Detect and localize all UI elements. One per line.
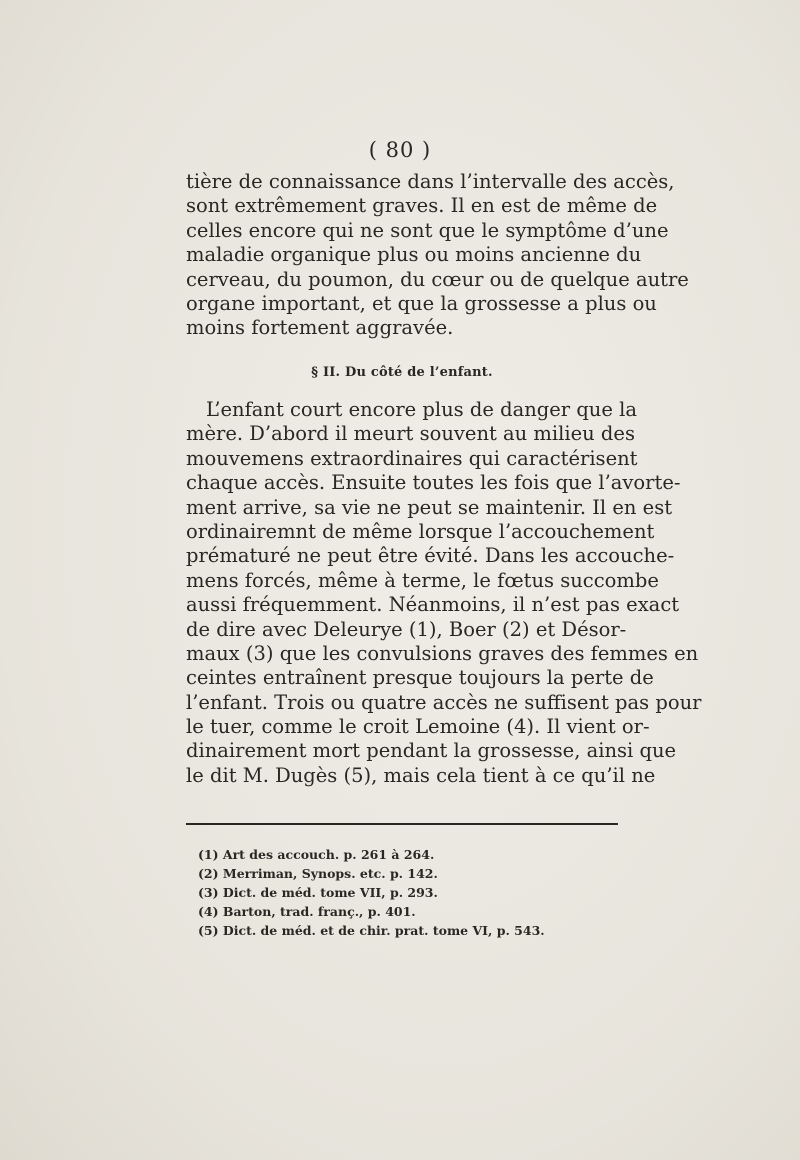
text-line: mens forcés, même à terme, le fœtus succombe [186, 568, 659, 592]
text-line: aussi fréquemment. Néanmoins, il n’est pas exact [186, 593, 680, 617]
text-line: ceintes entraînent presque toujours la perte de [186, 666, 654, 690]
text-line: prématuré ne peut être évité. Dans les accouche- [186, 544, 675, 568]
text-line: mouvemens extraordinaires qui caractérisent [186, 446, 638, 470]
page-number: ( 80 ) [368, 138, 432, 162]
text-line: maladie organique plus ou moins ancienne du [186, 243, 642, 267]
section-heading: § II. Du côté de l’enfant. [311, 365, 493, 380]
text-line: tière de connaissance dans l’intervalle des accès, [186, 170, 675, 193]
footnote-item: (5) Dict. de méd. et de chir. prat. tome VI, p. 543. [198, 923, 545, 938]
text-line: le tuer, comme le croit Lemoine (4). Il vient or- [186, 715, 650, 739]
text-line: ment arrive, sa vie ne peut se maintenir. Il en est [186, 495, 673, 519]
text-line: le dit M. Dugès (5), mais cela tient à ce qu’il ne [186, 763, 656, 787]
footnote-item: (1) Art des accouch. p. 261 à 264. [198, 847, 435, 862]
text-line: sont extrêmement graves. Il en est de même de [186, 194, 658, 218]
paragraph-continuation [186, 170, 689, 341]
footnote-item: (3) Dict. de méd. tome VII, p. 293. [198, 885, 438, 900]
paragraph-child-danger [186, 398, 702, 788]
text-line: dinairement mort pendant la grossesse, ainsi que [186, 739, 677, 763]
text-line: l’enfant. Trois ou quatre accès ne suffisent pas pour [186, 690, 702, 714]
text-line: moins fortement aggravée. [186, 316, 454, 340]
footnotes [198, 845, 618, 940]
footnote-item: (4) Barton, trad. franç., p. 401. [198, 904, 416, 919]
text-line: chaque accès. Ensuite toutes les fois que l’avorte- [186, 471, 681, 495]
text-line: cerveau, du poumon, du cœur ou de quelque autre [186, 267, 689, 291]
text-line: maux (3) que les convulsions graves des femmes en [186, 641, 699, 665]
footnote-item: (2) Merriman, Synops. etc. p. 142. [198, 866, 438, 881]
text-line: mère. D’abord il meurt souvent au milieu des [186, 422, 635, 446]
text-line: organe important, et que la grossesse a plus ou [186, 291, 657, 315]
text-line: celles encore qui ne sont que le symptôme d’une [186, 218, 669, 242]
text-line: ordinairemnt de même lorsque l’accouchement [186, 519, 655, 543]
text-line: de dire avec Deleurye (1), Boer (2) et Désor- [186, 617, 627, 641]
footnote-divider [186, 823, 618, 825]
text-line: L’enfant court encore plus de danger que la [206, 398, 637, 421]
